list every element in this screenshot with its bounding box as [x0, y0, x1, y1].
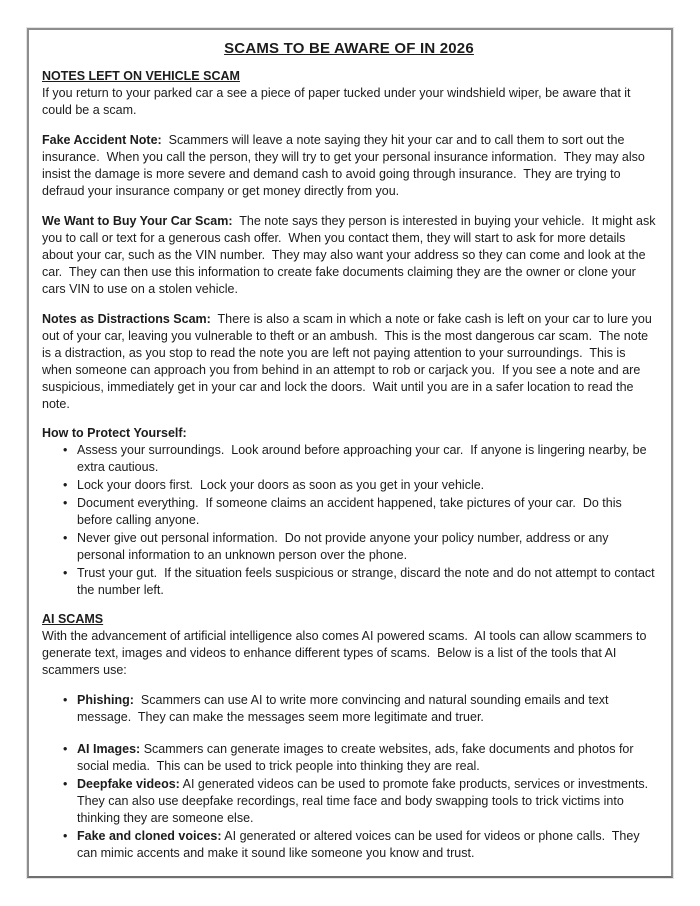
list-item: [42, 530, 656, 564]
paragraph-vehicle-intro: If you return to your parked car a see a piece of paper tucked under your windshield wiper, be aware that it could be a scam.: [42, 86, 635, 117]
list-item-body: Scammers can use AI to write more convincing and natural sounding emails and text message. They can make the messages seem more legitimate and truer.: [77, 693, 612, 724]
protect-yourself-list: [42, 442, 659, 599]
list-item-body: AI generated or altered voices can be used for videos or phone calls. They can mimic accents and make it sound like someone you know and trust.: [77, 829, 644, 860]
list-item-body: Scammers can generate images to create websites, ads, fake documents and photos for social media. This can be used to trick people into thinking they are real.: [77, 742, 638, 773]
list-item: [42, 495, 656, 529]
paragraph-notes-as-distractions-scam: [42, 311, 656, 413]
list-item-text: Never give out personal information. Do not provide anyone your policy number, address or any personal information to an unknown person over the phone.: [77, 531, 613, 562]
list-item-text: [77, 776, 656, 827]
list-item-text: Document everything. If someone claims an accident happened, take pictures of your car. Do this before calling anyone.: [77, 496, 626, 527]
bullet-icon: •: [63, 531, 68, 545]
bullet-icon: •: [63, 566, 68, 580]
list-item-text: Lock your doors first. Lock your doors as soon as you get in your vehicle.: [77, 478, 485, 492]
paragraph-buy-your-car-scam: [42, 213, 659, 298]
list-item-lead: Fake and cloned voices:: [77, 829, 222, 843]
paragraph-text: The note says they person is interested in buying your vehicle. It might ask you to call or text for a generous cash offer. When you contact them, they will start to ask for more details about your car, such as the VIN number. They may also want your address so they can come and look at the car. They can then use this information to create fake documents claiming they are the owner or clone your cars VIN to use on a stolen vehicle.: [42, 214, 659, 296]
list-item-ai-images: [42, 741, 656, 775]
list-item: [42, 565, 659, 599]
list-item-lead: Phishing:: [77, 693, 134, 707]
list-item-text: Assess your surroundings. Look around before approaching your car. If anyone is lingering nearby, be extra cautious.: [77, 443, 651, 474]
heading-how-to-protect-yourself: How to Protect Yourself:: [42, 426, 187, 440]
list-item-fake-cloned-voices: [42, 828, 656, 862]
list-item-deepfake-videos: [42, 776, 656, 827]
document-page: [27, 28, 673, 878]
list-item-lead: AI Images:: [77, 742, 141, 756]
paragraph-ai-intro: With the advancement of artificial intelligence also comes AI powered scams. AI tools can allow scammers to generate text, images and videos to enhance different types of scams. Below is a list of the tools that AI scammers use:: [42, 629, 650, 677]
list-item-body: AI generated videos can be used to promote fake products, services or investments. They can also use deepfake recordings, real time face and body swapping tools to trick victims into thinking they are someone else.: [77, 777, 655, 825]
bullet-icon: •: [63, 496, 68, 510]
section-heading-vehicle-scam: NOTES LEFT ON VEHICLE SCAM: [42, 69, 240, 83]
bullet-icon: •: [63, 742, 68, 756]
paragraph-fake-accident-note: [42, 132, 656, 200]
ai-tools-list: [42, 692, 656, 862]
bullet-icon: •: [63, 777, 68, 791]
bullet-icon: •: [63, 693, 68, 707]
bullet-icon: •: [63, 443, 68, 457]
doc-title: SCAMS TO BE AWARE OF IN 2026: [224, 40, 474, 57]
list-item: [42, 442, 656, 476]
list-item: [42, 477, 656, 494]
paragraph-text: There is also a scam in which a note or fake cash is left on your car to lure you out of your car, leaving you vulnerable to theft or an ambush. This is the most dangerous car scam. The note is a distraction, as you stop to read the note you are left not paying attention to your surroundings. This is when someone can approach you from behind in an attempt to rob or carjack you. If you see a note and are suspicious, immediately get in your car and lock the doors. Wait until you are in a safer location to read the note.: [42, 312, 656, 411]
list-item-text: [77, 741, 656, 775]
section-heading-ai-scams: AI SCAMS: [42, 612, 104, 626]
paragraph-lead: Fake Accident Note:: [42, 133, 162, 147]
bullet-icon: •: [63, 829, 68, 843]
paragraph-lead: We Want to Buy Your Car Scam:: [42, 214, 233, 228]
paragraph-text: Scammers will leave a note saying they hit your car and to call them to sort out the insurance. When you call the person, they will try to get your personal insurance information. They may also insist the damage is more severe and demand cash to avoid going through insurance. They are trying to defraud your insurance company or get money directly from you.: [42, 133, 649, 198]
bullet-icon: •: [63, 478, 68, 492]
list-item-phishing: [42, 692, 656, 726]
list-item-lead: Deepfake videos:: [77, 777, 180, 791]
list-item-text: Trust your gut. If the situation feels suspicious or strange, discard the note and do not attempt to contact the number left.: [77, 566, 659, 597]
paragraph-lead: Notes as Distractions Scam:: [42, 312, 211, 326]
list-item-text: [77, 692, 656, 726]
list-item-text: [77, 828, 656, 862]
